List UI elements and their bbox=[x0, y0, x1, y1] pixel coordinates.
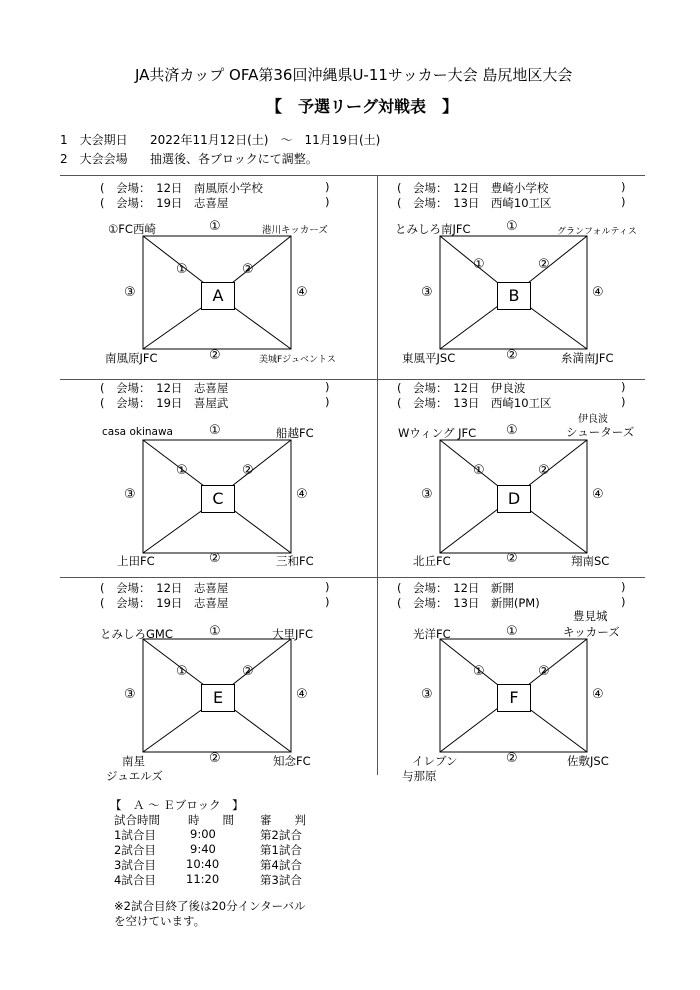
block-letter: C bbox=[201, 485, 235, 513]
match-one-label: ① bbox=[473, 664, 485, 679]
schedule-note-line2: を空けています。 bbox=[114, 914, 206, 928]
team-top-right-line2: シューターズ bbox=[566, 425, 635, 439]
team-top-right-line2: キッカーズ bbox=[563, 625, 620, 639]
match-one-label: ① bbox=[176, 664, 188, 679]
schedule-cell-time: 9:00 bbox=[190, 827, 216, 841]
match-three-label: ③ bbox=[421, 285, 433, 300]
match-three-label: ③ bbox=[124, 487, 136, 502]
venue-row: ( 会場： 12日 伊良波 bbox=[397, 381, 526, 395]
team-top-right-line1: 伊良波 bbox=[578, 414, 608, 425]
team-bottom-right: 美城Fジュベントス bbox=[259, 355, 336, 365]
match-two-label: ② bbox=[538, 257, 550, 272]
venue-row: ( 会場： 12日 豊崎小学校 bbox=[397, 181, 549, 195]
match-two-label: ② bbox=[506, 551, 518, 566]
venue-row: ( 会場： 12日 志喜屋 bbox=[100, 581, 229, 595]
team-top-right: 船越FC bbox=[276, 426, 314, 440]
schedule-cell-match: 4試合目 bbox=[114, 873, 156, 887]
venue-row: ( 会場： 19日 志喜屋 bbox=[100, 596, 229, 610]
match-two-label: ② bbox=[242, 664, 254, 679]
team-top-left: casa okinawa bbox=[102, 426, 173, 438]
schedule-cell-time: 9:40 bbox=[190, 842, 216, 856]
block-letter: D bbox=[497, 485, 531, 513]
match-two-label: ② bbox=[538, 463, 550, 478]
team-top-right-line1: 豊見城 bbox=[573, 609, 608, 623]
venue-row: ( 会場： 19日 喜屋武 bbox=[100, 396, 229, 410]
venue-close: ) bbox=[325, 580, 330, 594]
venue-row: ( 会場： 13日 西崎10工区 bbox=[397, 396, 552, 410]
team-bottom-right: 知念FC bbox=[273, 754, 311, 768]
schedule-cell-referee: 第1試合 bbox=[260, 843, 302, 857]
venue-close: ) bbox=[621, 595, 626, 609]
match-two-label: ② bbox=[506, 348, 518, 363]
match-three-label: ③ bbox=[421, 487, 433, 502]
match-one-label: ① bbox=[473, 257, 485, 272]
match-four-label: ④ bbox=[592, 687, 604, 702]
info-venue-value: 抽選後、各ブロックにて調整。 bbox=[150, 152, 318, 166]
match-one-label: ① bbox=[473, 463, 485, 478]
team-top-right: 港川キッカーズ bbox=[262, 225, 328, 236]
schedule-heading: 【 Ａ ～ Ｅブロック 】 bbox=[110, 798, 244, 812]
match-one-label: ① bbox=[176, 262, 188, 277]
match-three-label: ③ bbox=[124, 285, 136, 300]
schedule-cell-match: 3試合目 bbox=[114, 858, 156, 872]
match-two-label: ② bbox=[242, 262, 254, 277]
venue-close: ) bbox=[325, 380, 330, 394]
block-letter: A bbox=[201, 282, 235, 310]
match-one-label: ① bbox=[176, 463, 188, 478]
block-letter: B bbox=[497, 282, 531, 310]
match-four-label: ④ bbox=[296, 687, 308, 702]
team-top-left: とみしろ南JFC bbox=[395, 222, 471, 236]
block-letter: E bbox=[201, 684, 235, 712]
schedule-cell-referee: 第2試合 bbox=[260, 828, 302, 842]
match-four-label: ④ bbox=[296, 285, 308, 300]
match-four-label: ④ bbox=[592, 487, 604, 502]
team-bottom-right: 三和FC bbox=[276, 554, 314, 568]
venue-close: ) bbox=[621, 580, 626, 594]
page-title: JA共済カップ OFA第36回沖縄県U-11サッカー大会 島尻地区大会 bbox=[135, 66, 573, 84]
venue-close: ) bbox=[621, 380, 626, 394]
match-two-label: ② bbox=[242, 463, 254, 478]
match-two-label: ② bbox=[209, 751, 221, 766]
venue-row: ( 会場： 19日 志喜屋 bbox=[100, 196, 229, 210]
team-top-left: とみしろGMC bbox=[100, 627, 173, 641]
schedule-cell-match: 1試合目 bbox=[114, 828, 156, 842]
schedule-cell-match: 2試合目 bbox=[114, 843, 156, 857]
team-top-left: 光洋FC bbox=[413, 627, 451, 641]
team-bottom-left: 上田FC bbox=[117, 554, 155, 568]
team-bottom-left: 東風平JSC bbox=[402, 351, 456, 365]
team-bottom-right: 翔南SC bbox=[571, 554, 610, 568]
venue-row: ( 会場： 13日 西崎10工区 bbox=[397, 196, 552, 210]
match-three-label: ③ bbox=[421, 687, 433, 702]
match-two-label: ② bbox=[209, 551, 221, 566]
team-top-right: 大里JFC bbox=[272, 627, 314, 641]
page-subtitle: 【 予選リーグ対戦表 】 bbox=[266, 97, 459, 116]
schedule-header-match: 試合時間 bbox=[114, 813, 160, 827]
team-bottom-left-line2: ジュエルズ bbox=[106, 769, 163, 783]
match-two-label: ② bbox=[538, 664, 550, 679]
match-two-label: ② bbox=[506, 751, 518, 766]
match-four-label: ④ bbox=[592, 285, 604, 300]
venue-close: ) bbox=[325, 195, 330, 209]
venue-close: ) bbox=[621, 395, 626, 409]
match-one-label: ① bbox=[506, 423, 518, 438]
info-date-label: 1 大会期日 bbox=[60, 133, 128, 147]
team-bottom-left-line1: イレブン bbox=[412, 754, 458, 768]
schedule-cell-referee: 第3試合 bbox=[260, 873, 302, 887]
match-one-label: ① bbox=[209, 624, 221, 639]
match-four-label: ④ bbox=[296, 487, 308, 502]
schedule-header-time: 時 間 bbox=[188, 813, 234, 827]
team-top-left: Wウィング JFC bbox=[398, 426, 477, 440]
team-bottom-right: 糸満南JFC bbox=[561, 351, 614, 365]
venue-close: ) bbox=[325, 180, 330, 194]
team-bottom-right: 佐敷JSC bbox=[567, 754, 609, 768]
schedule-note-line1: ※2試合目終了後は20分インターバル bbox=[114, 899, 306, 913]
team-top-left: ①FC西崎 bbox=[108, 222, 156, 236]
match-one-label: ① bbox=[506, 219, 518, 234]
venue-close: ) bbox=[325, 595, 330, 609]
match-one-label: ① bbox=[506, 624, 518, 639]
team-bottom-left: 南風原JFC bbox=[105, 351, 158, 365]
block-letter: F bbox=[497, 684, 531, 712]
venue-row: ( 会場： 12日 南風原小学校 bbox=[100, 181, 263, 195]
schedule-cell-time: 10:40 bbox=[186, 857, 220, 871]
match-one-label: ① bbox=[209, 423, 221, 438]
team-bottom-left: 北丘FC bbox=[413, 554, 451, 568]
team-bottom-left-line1: 南星 bbox=[122, 754, 145, 768]
schedule-cell-referee: 第4試合 bbox=[260, 858, 302, 872]
match-one-label: ① bbox=[209, 219, 221, 234]
match-two-label: ② bbox=[209, 348, 221, 363]
venue-close: ) bbox=[325, 395, 330, 409]
team-top-right: グランフォルティス bbox=[557, 227, 637, 237]
venue-row: ( 会場： 13日 新開(PM) bbox=[397, 596, 540, 610]
info-date-value: 2022年11月12日(土) ～ 11月19日(土) bbox=[150, 133, 381, 147]
venue-close: ) bbox=[621, 180, 626, 194]
info-venue-label: 2 大会会場 bbox=[60, 152, 128, 166]
venue-row: ( 会場： 12日 志喜屋 bbox=[100, 381, 229, 395]
venue-close: ) bbox=[621, 195, 626, 209]
schedule-cell-time: 11:20 bbox=[186, 872, 220, 886]
schedule-header-referee: 審 判 bbox=[260, 813, 306, 827]
team-bottom-left-line2: 与那原 bbox=[402, 769, 437, 783]
venue-row: ( 会場： 12日 新開 bbox=[397, 581, 514, 595]
match-three-label: ③ bbox=[124, 687, 136, 702]
